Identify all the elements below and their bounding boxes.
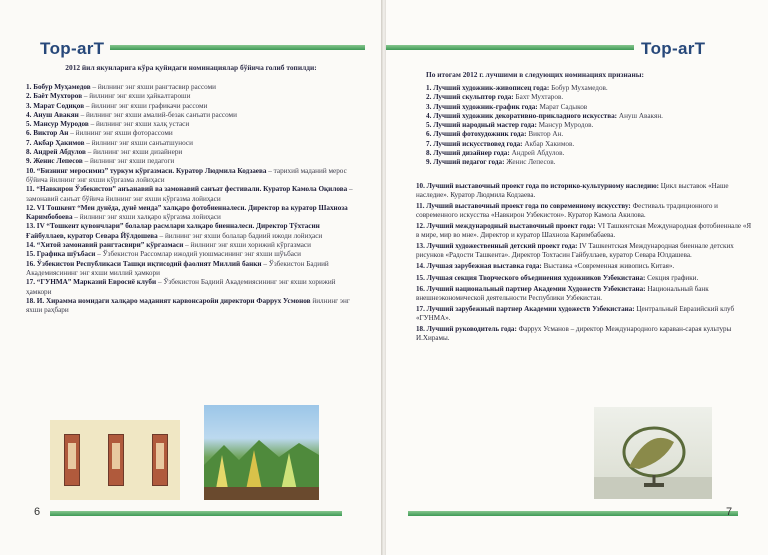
nomination-label: 5. Мансур Муродов (26, 120, 89, 129)
nomination-text: – йилнинг энг яхши халқаро кўргазма лойиҳаси (72, 213, 221, 222)
winners-list (26, 83, 356, 315)
nomination-text: Цикл выставок «Наше наследие». Куратор Людмила Кодзаева. (416, 182, 729, 199)
nomination-text: – йилнинг энг яхши фоторассоми (68, 129, 173, 138)
list-item (26, 83, 356, 92)
triptych-panel (64, 434, 80, 486)
nomination-text: Андрей Абдулов. (509, 149, 565, 158)
list-item (426, 84, 751, 93)
nomination-label: 6. Лучший фотохудожник года: (426, 130, 527, 139)
header-green-bar (110, 45, 365, 50)
list-item (26, 260, 356, 279)
nomination-label: 11. Лучший выставочный проект года по современному искусству: (416, 202, 631, 210)
nomination-text: – йилнинг энг яхши болалар бадиий ижоди лойиҳаси (157, 231, 323, 240)
landscape-trees-graphic (204, 405, 319, 500)
nomination-label: 17. Лучший зарубежный партнер Академии художеств Узбекистана: (416, 305, 635, 313)
nomination-label: 18. И. Хирамма номидаги халқаро маданият карвонсаройи директори Фаррух Усмонов (26, 296, 311, 305)
list-item (416, 202, 754, 219)
nomination-text: Национальный банк внешнеэкономической деятельности Республики Узбекистан. (416, 285, 709, 302)
nomination-text: Бобур Мухамедов. (549, 84, 608, 92)
list-item (416, 182, 754, 199)
list-item (416, 222, 754, 239)
left-page (0, 0, 382, 555)
nomination-text: Выставка «Современная живопись Китая». (541, 262, 675, 270)
magazine-logo: Тор-arT (40, 39, 105, 58)
nomination-text: Марат Садыков (537, 102, 588, 111)
nomination-label: 1. Лучший художник-живописец года: (426, 84, 550, 92)
nomination-text: – йилнинг энг яхши санъатшуноси (84, 138, 193, 147)
nomination-label: 15. Графика шўъбаси (26, 250, 96, 259)
header-green-bar (386, 45, 634, 50)
nomination-label: 13. Лучший художественный детский проект года: (416, 242, 578, 250)
list-item (416, 262, 754, 271)
project-nominations-list (416, 182, 754, 345)
list-item (26, 222, 356, 241)
list-item (26, 297, 356, 316)
page-number: 7 (726, 506, 733, 518)
nomination-label: 2. Баёт Мухторов (26, 92, 83, 101)
nomination-label: 7. Лучший искусствовед года: (426, 139, 523, 148)
nomination-text: Фаррух Усманов – директор Международного караван-сарая культуры И.Хирамы. (416, 325, 732, 342)
nomination-text: Акбар Хакимов. (522, 139, 575, 148)
nomination-label: 2. Лучший скульптор года: (426, 93, 514, 102)
nomination-text: Мансур Муродов. (536, 121, 594, 130)
nomination-text: Секция графики. (645, 273, 699, 282)
nomination-text: – тарихий маданий мерос бўйича йилнинг энг яхши кўргазма лойиҳаси (26, 166, 347, 184)
nomination-label: 18. Лучший руководитель года: (416, 325, 517, 333)
nomination-text: – йилнинг энг яхши графикачи рассоми (84, 101, 208, 110)
list-item (26, 148, 356, 157)
list-item (26, 241, 356, 250)
sculpture-graphic (594, 407, 712, 499)
nomination-label: 15. Лучшая секция Творческого объединения художников Узбекистана: (416, 273, 646, 282)
list-item (26, 185, 356, 204)
nomination-label: 16. Лучший национальный партнер Академии Художеств Узбекистана: (416, 285, 646, 293)
nomination-label: 8. Лучший дизайнер года: (426, 149, 510, 158)
nomination-label: 3. Лучший художник-график года: (426, 102, 538, 111)
nomination-label: 16. Ўзбекистон Республикаси Ташқи иқтисодий фаолият Миллий банки (26, 259, 262, 268)
nomination-text: – йилнинг энг яхши халқ устаси (88, 120, 190, 129)
list-item (26, 102, 356, 111)
nomination-label: 11. “Навкирон Ўзбекистон” анъанавий ва замонавий санъат фестивали. Куратор Камола Оқилова (26, 185, 348, 194)
nomination-text: – йилнинг энг яхши амалий-безак санъати рассоми (78, 110, 237, 119)
list-item (26, 92, 356, 101)
nomination-text: Бахт Мухтаров. (513, 93, 564, 102)
nomination-text: – йилнинг энг яхши хорижий кўргазмаси (183, 241, 311, 250)
list-item (426, 130, 751, 139)
nomination-label: 5. Лучший народный мастер года: (426, 121, 537, 130)
page-number: 6 (34, 506, 41, 518)
list-item (26, 278, 356, 297)
nomination-text: Виктор Ан. (526, 130, 564, 139)
nomination-label: 9. Женис Лепесов (26, 157, 83, 166)
nomination-text: – замонавий санъат бўйича йилнинг энг яхши кўргазма лойиҳаси (26, 185, 353, 203)
list-item (26, 157, 356, 166)
nomination-text: – Ўзбекистон Бадиий Академиясининг энг яхши хорижий ҳамкори (26, 278, 336, 296)
sculpture-photo-image (594, 407, 712, 499)
magazine-logo: Тор-arT (641, 39, 706, 58)
nomination-text: Центральный Евразийский клуб «ГУНМА». (416, 305, 735, 322)
list-item (26, 204, 356, 223)
list-item (26, 250, 356, 259)
list-item (426, 121, 751, 130)
nomination-label: 14. “Хитой замонавий рангтасвири” кўргазмаси (26, 241, 184, 250)
nomination-text: – йилнинг энг яхши рангтасвир рассоми (90, 83, 216, 91)
list-item (26, 111, 356, 120)
list-item (416, 242, 754, 259)
nomination-text: Фестиваль традиционного и современного искусства «Навкирон Узбекистон». Куратор Камола Акилова. (416, 202, 718, 219)
list-item (416, 285, 754, 302)
list-item (426, 149, 751, 158)
nomination-label: 13. IV “Тошкент қувончлари” болалар расмлари халқаро биенналеси. Директор Тўхтасин Ғайбуллаев, куратор Севара Йўлдошева (26, 222, 320, 240)
nomination-label: 17. “ГУНМА” Марказий Евросиё клуби (26, 278, 157, 287)
list-item (26, 167, 356, 186)
nomination-label: 9. Лучший педагог года: (426, 158, 505, 167)
footer-green-bar (408, 511, 738, 516)
list-item (26, 129, 356, 138)
list-item (426, 93, 751, 102)
list-item (26, 120, 356, 129)
nomination-label: 6. Виктор Ан (26, 129, 69, 138)
page-heading: 2012 йил якунларига кўра қуйидаги номинациялар бўйича голиб топилди: (65, 63, 317, 72)
nomination-label: 10. “Бизнинг меросимиз” туркум кўргазмаси. Куратор Людмила Кодзаева (26, 166, 267, 175)
artwork-triptych-image (50, 420, 180, 500)
list-item (416, 274, 754, 283)
nomination-label: 8. Андрей Абдулов (26, 148, 86, 157)
list-item (26, 139, 356, 148)
nomination-text: – йилнинг энг яхши дизайнери (85, 148, 183, 157)
nomination-label: 4. Лучший художник декоративно-прикладного искусства: (426, 111, 618, 120)
nomination-label: 4. Ануш Авакян (26, 110, 79, 119)
nomination-label: 1. Бобур Муҳамедов (26, 83, 91, 91)
winners-list (426, 84, 751, 168)
list-item (416, 325, 754, 342)
list-item (426, 140, 751, 149)
nomination-text: – йилнинг энг яхши педагоги (82, 157, 175, 166)
right-page (386, 0, 768, 555)
nomination-label: 10. Лучший выставочный проект года по историко-культурному наследию: (416, 182, 660, 190)
list-item (426, 103, 751, 112)
nomination-text: – Ўзбекистон Рассомлар ижодий уюшмасининг энг яхши шўъбаси (95, 250, 301, 259)
nomination-label: 12. Лучший международный выставочный проект года: (416, 222, 596, 230)
nomination-text: йилнинг энг яхши раҳбари (26, 296, 350, 315)
triptych-panel (152, 434, 168, 486)
nomination-text: VI Ташкентская Международная фотобиеннале «Я в мире, мир во мне». Директор и куратор Шахноза Каримбабаева. (416, 222, 752, 239)
nomination-label: 12. VI Тошкент “Мен дунёда, дунё менда” халқаро фотобиенналеси. Директор ва куратор Шахноза Каримбобоева (26, 203, 348, 222)
nomination-text: IV Ташкентская Международная биеннале детских рисунков «Радости Ташкента». Директор Тохтасин Гайбуллаев, куратор Севара Юлдашева. (416, 242, 734, 259)
list-item (416, 305, 754, 322)
footer-green-bar (50, 511, 342, 516)
nomination-label: 7. Акбар Ҳакимов (26, 138, 85, 147)
nomination-text: – Ўзбекистон Бадиий Академиясининг энг яхши миллий ҳамкори (26, 259, 329, 277)
list-item (426, 158, 751, 167)
nomination-label: 14. Лучшая зарубежная выставка года: (416, 262, 542, 270)
nomination-text: Женис Лепесов. (504, 158, 556, 167)
page-heading: По итогам 2012 г. лучшими в следующих номинациях признаны: (426, 70, 644, 79)
nomination-text: Ануш Авакян. (617, 111, 663, 120)
nomination-text: – йилнинг энг яхши ҳайкалтароши (82, 92, 191, 101)
nomination-label: 3. Марат Содиқов (26, 101, 85, 110)
list-item (426, 112, 751, 121)
triptych-panel (108, 434, 124, 486)
landscape-painting-image (204, 405, 319, 500)
